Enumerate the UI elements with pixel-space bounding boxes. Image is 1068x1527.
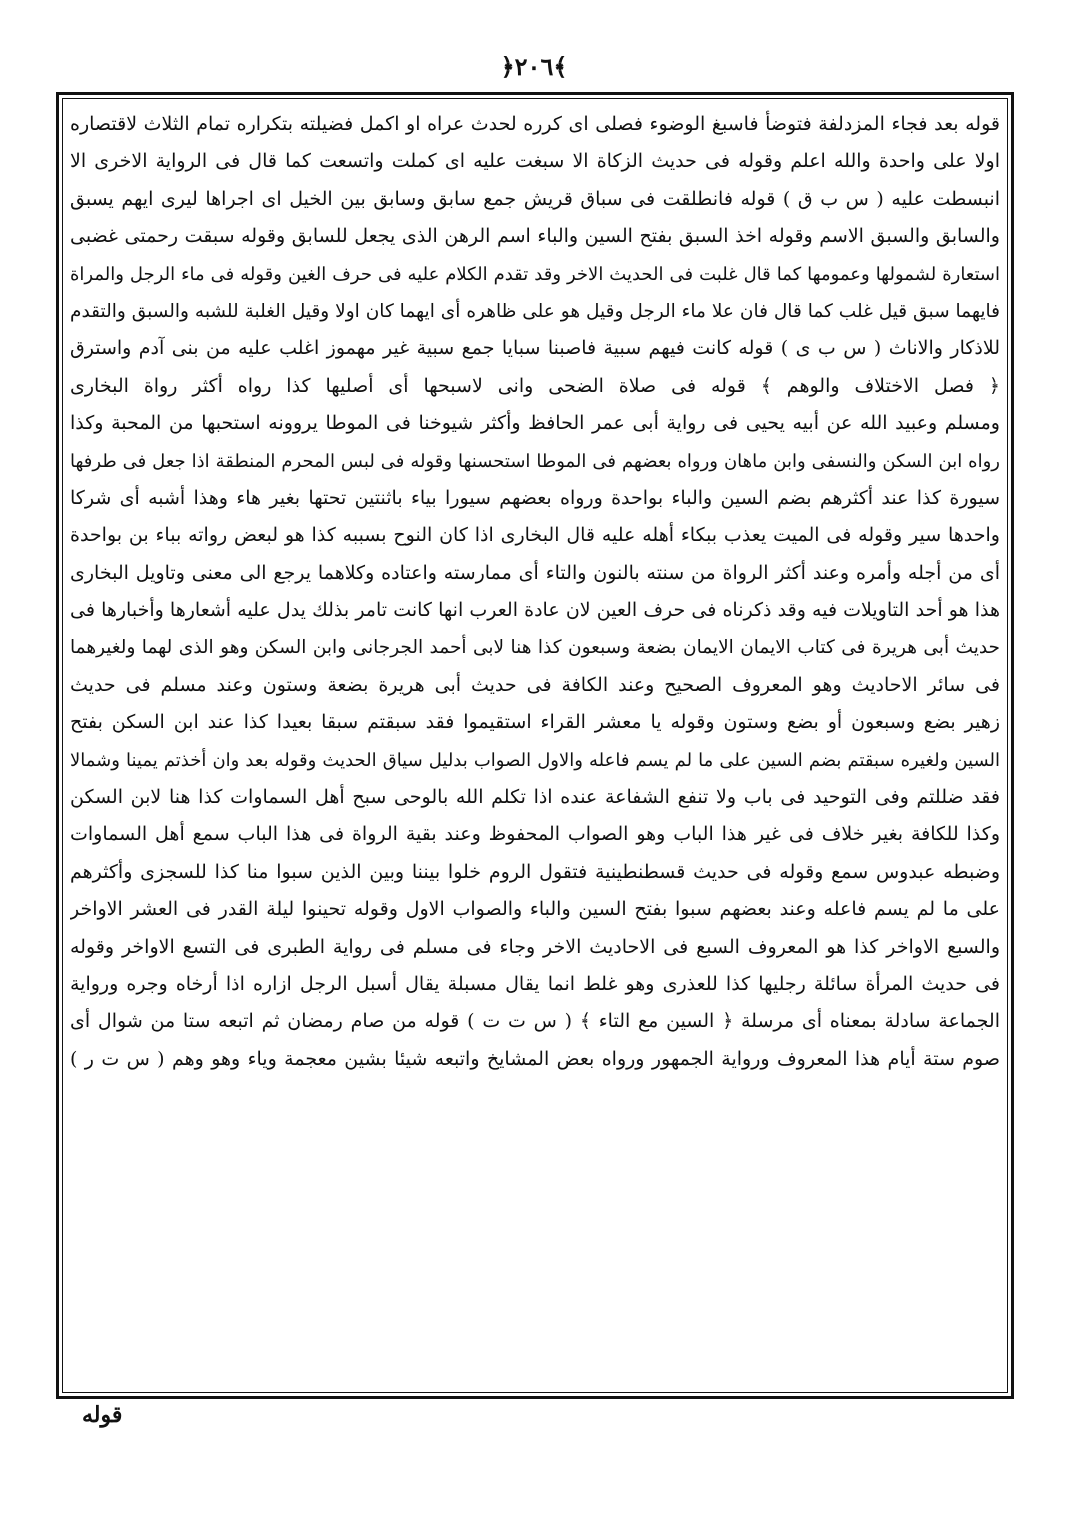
- text-line: فايهما سبق قيل غلب كما قال فان علا ماء الرجل وقيل هو على ظاهره أى ايهما كان اولا وقيل الغلبة للشبه والسبق والتقدم: [70, 300, 1000, 322]
- text-line: أى من أجله وأمره وعند أكثر الرواة من سنته بالنون والتاء أى ممارسته واعتاده وكلاهما يرجع الى معنى وتاويل البخارى: [70, 561, 1000, 584]
- text-line: صوم ستة أيام هذا المعروف ورواية الجمهور ورواه بعض المشايخ واتبعه شيئا بشين معجمة وياء وهو وهم ( س ت ر ): [70, 1047, 1000, 1070]
- text-line: انبسطت عليه ( س ب ق ) قوله فانطلقت فى سباق قريش جمع سابق وسابق بين الخيل اى اجراها ليرى ايهم يسبق: [70, 187, 1000, 210]
- text-line: فى سائر الاحاديث وهو المعروف الصحيح وعند الكافة فى حديث أبى هريرة بضعة وستون وعند مسلم فى حديث: [70, 673, 1000, 696]
- text-line: واحدها سير وقوله فى الميت يعذب ببكاء أهله عليه قال البخارى اذا كان النوح بسببه كذا هو لبعض رواته بباء بن بواحدة: [70, 524, 1000, 547]
- main-text-block: [70, 106, 1000, 1386]
- text-line: ﴿ فصل الاختلاف والوهم ﴾ قوله فى صلاة الضحى وانى لاسبحها أى أصليها كذا رواه أكثر رواة البخارى: [70, 374, 1000, 397]
- catchword: قوله: [82, 1402, 123, 1428]
- text-line: استعارة لشمولها وعمومها كما قال غلبت فى الحديث الاخر وقد تقدم الكلام عليه فى حرف الغين وقوله فى ماء الرجل والمراة: [70, 263, 1000, 285]
- text-line: وكذا للكافة بغير خلاف فى غير هذا الباب وهو الصواب المحفوظ وعند بقية الرواة فى هذا الباب سمع أهل السماوات: [70, 823, 1000, 846]
- text-line: السين ولغيره سبقتم بضم السين على ما لم يسم فاعله والاول الصواب بدليل سياق الحديث وقوله بعد وان أخذتم يمينا وشمالا: [70, 749, 1000, 771]
- text-line: للاذكار والاناث ( س ب ى ) قوله كانت فيهم سبية فاصبنا سبايا جمع سبية غير مهموز اغلب عليه من بنى آدم واسترق: [70, 337, 1000, 360]
- text-line: هذا هو أحد التاويلات فيه وقد ذكرناه فى حرف العين لان عادة العرب انها كانت تامر بذلك يدل عليه أشعارها وأخبارها فى: [70, 599, 1000, 622]
- page-number: ﴿٢٠٦﴾: [500, 52, 568, 81]
- text-line: فى حديث المرأة سائلة رجليها كذا للعذرى وهو غلط انما يقال مسبلة يقال أسبل الرجل ازاره اذا أرخاه وجره ورواية: [70, 972, 1000, 995]
- text-line: فقد ضللتم وفى التوحيد فى باب ولا تنفع الشفاعة عنده اذا تكلم الله بالوحى سبح أهل السماوات كذا هنا لابن السكن: [70, 786, 1000, 809]
- text-line: قوله بعد فجاء المزدلفة فتوضأ فاسبغ الوضوء فصلى اى كرره لحدث عراه او اكمل فضيلته بتكراره تمام الثلاث لاقتصاره: [70, 113, 1000, 135]
- text-line: زهير بضع وسبعون أو بضع وستون وقوله يا معشر القراء استقيموا فقد سبقتم سبقا بعيدا كذا عند ابن السكن بفتح: [70, 711, 1000, 734]
- text-line: اولا على واحدة والله اعلم وقوله فى حديث الزكاة الا سبغت عليه اى كملت واتسعت كما قال فى الرواية الاخرى الا: [70, 150, 1000, 173]
- text-line: رواه ابن السكن والنسفى وابن ماهان ورواه بعضهم فى الموطا استحسنها وقوله فى لبس المحرم المنطقة اذا جعل فى طرفها: [70, 450, 1000, 472]
- text-line: والسابق والسبق الاسم وقوله اخذ السبق بفتح السين والباء اسم الرهن الذى يجعل للسابق وقوله سبقت رحمتى غضبى: [70, 225, 1000, 248]
- text-line: الجماعة سادلة بمعناه أى مرسلة ﴿ السين مع التاء ﴾ ( س ت ت ) قوله من صام رمضان ثم اتبعه ستا من شوال أى: [70, 1010, 1000, 1033]
- text-line: على ما لم يسم فاعله وعند بعضهم سبوا بفتح السين والباء والصواب الاول وقوله تحينوا ليلة القدر فى العشر الاواخر: [70, 898, 1000, 921]
- text-line: حديث أبى هريرة فى كتاب الايمان الايمان بضعة وسبعون كذا هنا لابى أحمد الجرجانى وابن السكن وهو الذى لهما ولغيرهما: [70, 637, 1000, 659]
- text-line: وضبطه عبدوس سمع وقوله فى حديث قسطنطينية فتقول الروم خلوا بيننا وبين الذين سبوا منا كذا للسجزى وأكثرهم: [70, 860, 1000, 883]
- text-line: ومسلم وعبيد الله عن أبيه يحيى فى رواية أبى عمر الحافظ وأكثر شيوخنا فى الموطا يروونه استحبها من المحبة وكذا: [70, 412, 1000, 435]
- text-line: سيورة كذا عند أكثرهم بضم السين والباء بواحدة ورواه بعضهم سيورا بياء باثنتين تحتها بغير هاء وهذا أشبه أى شركا: [70, 486, 1000, 509]
- text-line: والسبع الاواخر كذا هو المعروف السبع فى الاحاديث الاخر وجاء فى مسلم فى رواية الطبرى فى التسع الاواخر وقوله: [70, 935, 1000, 958]
